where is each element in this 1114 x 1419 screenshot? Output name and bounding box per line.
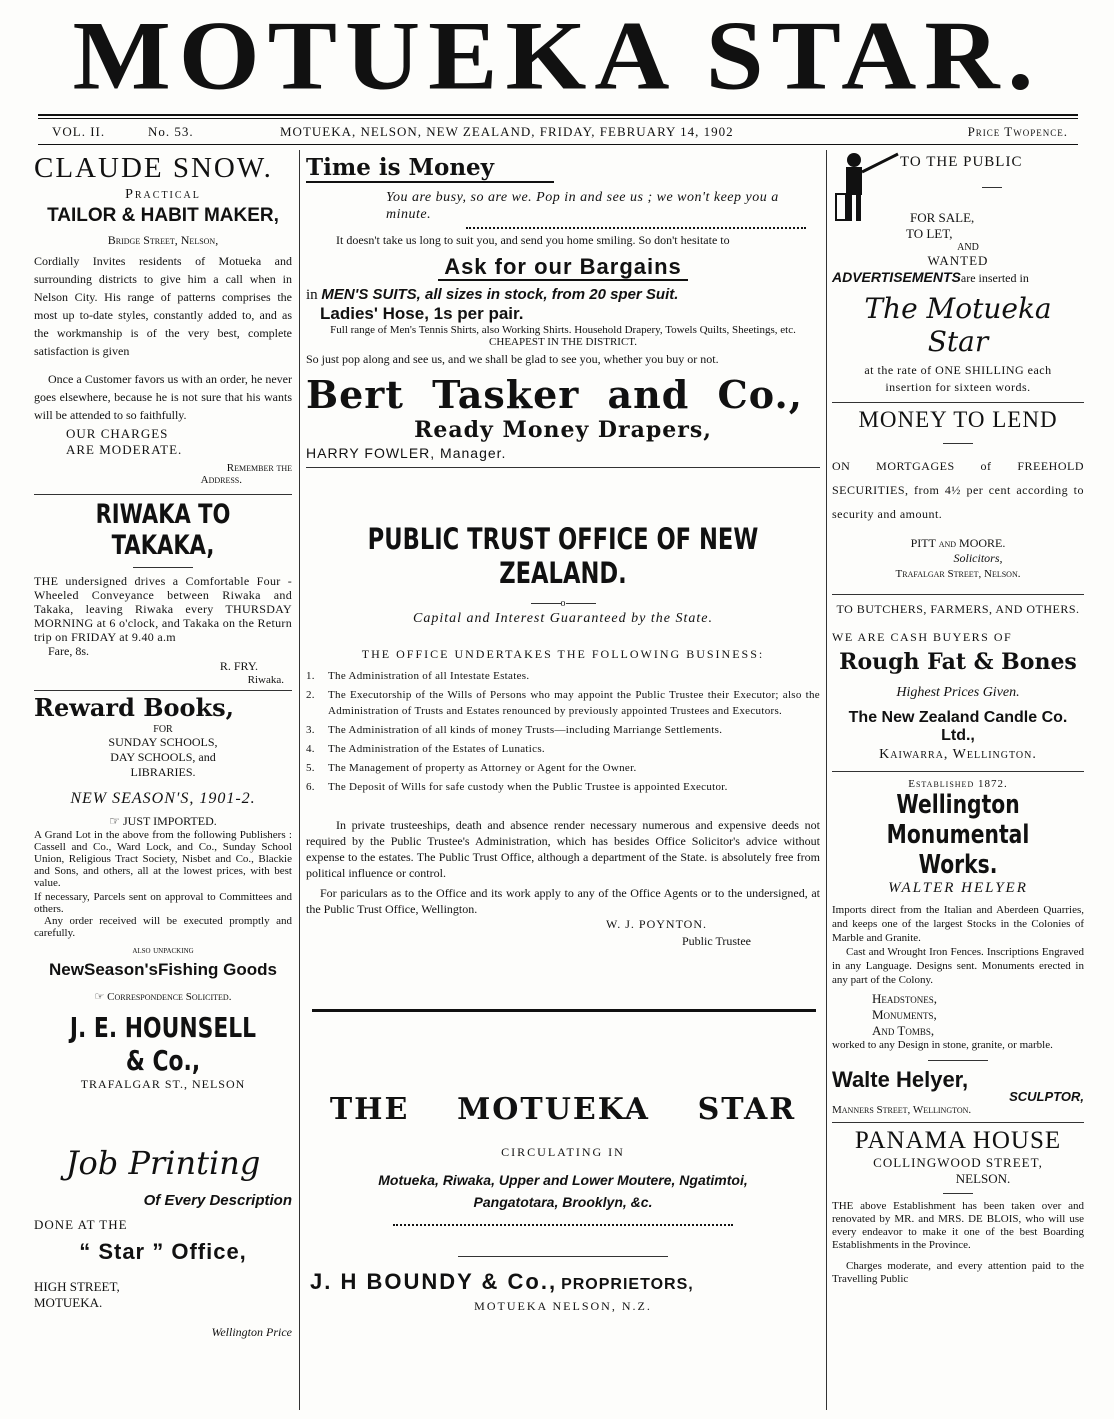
star-places-1: Motueka, Riwaka, Upper and Lower Moutere, Ngatimtoi, <box>378 1172 748 1188</box>
reward-firm-address: TRAFALGAR ST., NELSON <box>80 1077 246 1091</box>
reward-unpacking: also unpacking <box>132 945 194 956</box>
panama-street: COLLINGWOOD STREET, <box>873 1155 1043 1170</box>
job-footer: Wellington Price <box>211 1325 292 1339</box>
star-firm: J. H BOUNDY & Co., <box>310 1269 558 1294</box>
ad-candle-co <box>832 603 1084 763</box>
trust-title: PUBLIC TRUST OFFICE OF NEW ZEALAND. <box>367 522 759 590</box>
ad-motueka-star <box>306 1092 820 1314</box>
star-word-1: THE <box>329 1092 410 1127</box>
trust-item-number: 5. <box>306 762 315 774</box>
trust-item <box>306 722 820 738</box>
public-line-1: FOR SALE, <box>910 210 975 225</box>
time-suits: MEN'S SUITS, all sizes in stock, from 20 sper Suit. <box>321 286 679 303</box>
reward-body-1: A Grand Lot in the above from the following Publishers : Cassell and Co., Ward Lock, and Co., Sunday School Union, Religious Tract Society, Nisbet and Co., Blackie and Sons, and others, all at the lowest prices, with best value. <box>34 829 292 889</box>
reward-body-3: Any order received will be executed promptly and carefully. <box>34 915 292 939</box>
public-line-3: AND <box>957 242 979 253</box>
monument-signature: Walte Helyer, <box>832 1067 969 1092</box>
monument-body-1: Imports direct from the Italian and Aberdeen Quarries, and keeps one of the largest Stocks in the Colonies of Marble and Granite. <box>832 904 1084 944</box>
snow-remember-1: Remember the <box>226 462 292 474</box>
trust-item-text: The Deposit of Wills for safe custody when the Public Trustee is appointed Executor. <box>328 781 728 793</box>
reward-line-2: DAY SCHOOLS, and <box>110 750 216 764</box>
ad-panama-house <box>832 1127 1084 1286</box>
public-line-2: TO LET, <box>906 226 953 241</box>
monument-body-2: Cast and Wrought Iron Fences. Inscriptions Engraved in any Language. Designs sent. Monuments erected in any part of the Colony. <box>832 946 1084 986</box>
riwaka-sig: R. FRY. <box>219 659 258 673</box>
reward-title: Reward Books, <box>34 693 235 722</box>
star-word-2: MOTUEKA <box>457 1092 650 1127</box>
snow-body-2: Once a Customer favors us with an order, he never goes elsewhere, because he is not sure that his wants will be attended to so faithfully. <box>34 372 292 422</box>
ad-reward-books <box>34 693 292 1092</box>
trust-item <box>306 668 820 684</box>
star-circulating: CIRCULATING IN <box>501 1145 625 1159</box>
pointing-hand-icon: ☞ <box>109 814 123 828</box>
monument-h3: And Tombs, <box>872 1023 935 1038</box>
trust-item <box>306 687 820 719</box>
trust-para-1: In private trusteeships, death and absence render necessary numerous and expensive deeds not required by the Public Trustee's Administration, which has besides Office Solicitor's advice without expense to the estates. The Public Trust Office, although a department of the State. is absolutely free from political influence or control. <box>306 818 820 880</box>
reward-line-1: SUNDAY SCHOOLS, <box>108 735 218 749</box>
trust-item-number: 1. <box>306 670 315 682</box>
trust-item-number: 4. <box>306 743 315 755</box>
dateline-rule <box>38 144 1078 145</box>
riwaka-body: THE undersigned drives a Comfortable Four - Wheeled Conveyance between Riwaka and Takaka, leaving Riwaka every THURSDAY MORNING at 6 o'clock, and Takaka on the Return trip on FRIDAY at 9.40 a.m <box>34 574 292 644</box>
time-pop: So just pop along and see us, and we shall be glad to see you, whether you buy or not. <box>306 352 719 366</box>
snow-charges-2: ARE MODERATE. <box>66 442 183 457</box>
ad-monumental-works <box>832 778 1084 1116</box>
snow-body-1: Cordially Invites residents of Motueka and surrounding districts to give him a call when in Nelson City. His range of patterns comprises the most up to-date styles, constantly added to, and as the workmanship is of the very best, complete satisfaction is given <box>34 254 292 358</box>
public-rate: at the rate of ONE SHILLING each insertion for sixteen words. <box>864 363 1052 394</box>
money-title: MONEY TO LEND <box>858 407 1058 432</box>
time-subtitle: Ready Money Drapers, <box>414 417 712 443</box>
ad-claude-snow <box>34 152 292 486</box>
panama-body-2: Charges moderate, and every attention paid to the Travelling Public <box>832 1260 1084 1285</box>
riwaka-title: RIWAKA TO TAKAKA, <box>95 499 231 561</box>
monument-established: Established 1872. <box>908 778 1008 790</box>
ad-job-printing <box>34 1144 292 1340</box>
reward-imported: JUST IMPORTED. <box>123 814 217 828</box>
ad-time-is-money <box>306 150 820 461</box>
time-range: Full range of Men's Tennis Shirts, also Working Shirts. Household Drapery, Towels Quilts, Sheetings, etc. CHEAPEST IN THE DISTRICT. <box>330 324 796 348</box>
ad-public-trust <box>306 522 820 949</box>
money-solicitors: Solicitors, <box>953 551 1003 565</box>
public-line-4: WANTED <box>927 253 989 268</box>
job-town: MOTUEKA. <box>34 1295 103 1310</box>
town-crier-icon <box>832 150 900 226</box>
star-proprietors: PROPRIETORS, <box>561 1276 694 1293</box>
reward-for: FOR <box>153 724 173 735</box>
time-hose: Ladies' Hose, 1s per pair. <box>320 304 524 323</box>
candle-head: TO BUTCHERS, FARMERS, AND OTHERS. <box>836 602 1080 616</box>
trust-item-text: The Executorship of the Wills of Persons who may appoint the Public Trustee their Executor; also the Administration of Trusts and Estates renounced by previously appointed Trustees and Executors. <box>328 689 820 717</box>
trust-item <box>306 779 820 795</box>
candle-address: Kaiwarra, Wellington. <box>879 747 1037 762</box>
time-firm: Bert Tasker and Co., <box>306 372 803 417</box>
masthead-rule-thin <box>38 118 1078 119</box>
trust-item-text: The Administration of all Intestate Estates. <box>328 670 530 682</box>
masthead-rule <box>38 114 1078 116</box>
time-manager: HARRY FOWLER, Manager. <box>306 445 507 461</box>
candle-fat: Rough Fat & Bones <box>839 649 1077 675</box>
time-intro: It doesn't take us long to suit you, and send you home smiling. So don't hesitate to <box>336 233 730 247</box>
ad-money-to-lend <box>832 407 1084 580</box>
monument-title: Wellington Monumental Works. <box>886 790 1030 880</box>
job-street: HIGH STREET, <box>34 1279 120 1294</box>
trust-list <box>306 668 820 795</box>
candle-we: WE ARE CASH BUYERS OF <box>832 630 1013 644</box>
public-inserted: are inserted in <box>960 271 1029 285</box>
trust-sig-title: Public Trustee <box>682 934 752 948</box>
star-address: MOTUEKA NELSON, N.Z. <box>474 1299 652 1313</box>
time-suits-in: in <box>306 287 318 303</box>
reward-correspondence: Correspondence Solicited. <box>107 991 232 1003</box>
reward-season: NEW SEASON'S, 1901-2. <box>70 790 256 807</box>
newspaper-title: MOTUEKA STAR. <box>72 0 1042 111</box>
trust-item-text: The Management of property as Attorney or Agent for the Owner. <box>328 762 637 774</box>
snow-charges-1: OUR CHARGES <box>66 426 169 441</box>
trust-undertakes: THE OFFICE UNDERTAKES THE FOLLOWING BUSINESS: <box>361 647 765 661</box>
ad-to-the-public <box>832 150 1084 396</box>
job-done: DONE AT THE <box>34 1217 128 1232</box>
candle-highest: Highest Prices Given. <box>896 685 1020 700</box>
trust-rule <box>312 1009 816 1012</box>
job-office: “ Star ” Office, <box>79 1239 247 1264</box>
trust-ornament: o <box>560 598 566 609</box>
panama-title: PANAMA HOUSE <box>854 1127 1062 1154</box>
trust-item <box>306 741 820 757</box>
trust-para-2: For pariculars as to the Office and its work apply to any of the Office Agents or to the undersigned, at the Public Trust Office, Wellington. <box>306 886 820 916</box>
trust-sig: W. J. POYNTON. <box>606 917 708 931</box>
time-ask: Ask for our Bargains <box>438 254 688 281</box>
reward-firm: J. E. HOUNSELL & Co., <box>69 1011 257 1077</box>
masthead <box>0 0 1114 112</box>
trust-item-text: The Administration of all kinds of money Trusts—including Marriange Settlements. <box>328 724 723 736</box>
public-ads: ADVERTISEMENTS <box>832 269 961 285</box>
riwaka-fare: Fare, 8s. <box>48 644 89 658</box>
trust-capital: Capital and Interest Guaranteed by the State. <box>413 611 713 626</box>
snow-practical: Practical <box>125 187 201 202</box>
column-divider-1 <box>299 150 300 1410</box>
trust-item <box>306 760 820 776</box>
monument-h1: Headstones, <box>872 991 937 1006</box>
money-address: Trafalgar Street, Nelson. <box>895 568 1021 580</box>
pointing-hand-icon-2: ☞ <box>94 991 108 1003</box>
panama-body-1: THE above Establishment has been taken over and renovated by MR. and MRS. DE BLOIS, who will use every endeavor to make it one of the best Boarding Establishments in the Province. <box>832 1200 1084 1251</box>
trust-item-number: 2. <box>306 689 315 701</box>
snow-name: CLAUDE SNOW. <box>34 152 273 184</box>
snow-address: Bridge Street, Nelson, <box>107 233 219 247</box>
trust-item-number: 3. <box>306 724 315 736</box>
snow-remember-2: Address. <box>200 474 242 486</box>
time-title: Time is Money <box>306 154 554 183</box>
star-word-3: STAR <box>697 1092 797 1127</box>
monument-sculptor: SCULPTOR, <box>1009 1089 1084 1104</box>
issue-number: No. 53. <box>148 124 194 139</box>
reward-line-3: LIBRARIES. <box>130 765 196 779</box>
monument-h2: Monuments, <box>872 1007 937 1022</box>
star-places-2: Pangatotara, Brooklyn, &c. <box>473 1194 653 1210</box>
monument-worked: worked to any Design in stone, granite, or marble. <box>832 1039 1053 1051</box>
public-title: TO THE PUBLIC <box>900 154 1023 170</box>
panama-town: NELSON. <box>955 1171 1011 1186</box>
volume: VOL. II. <box>52 124 106 139</box>
column-right <box>832 150 1084 1286</box>
column-center <box>306 150 820 1314</box>
job-desc: Of Every Description <box>143 1192 292 1209</box>
trust-item-text: The Administration of the Estates of Lunatics. <box>328 743 545 755</box>
candle-firm: The New Zealand Candle Co. Ltd., <box>848 709 1068 744</box>
price: Price Twopence. <box>967 124 1068 139</box>
trust-item-number: 6. <box>306 781 315 793</box>
ad-riwaka-takaka <box>34 499 292 686</box>
riwaka-sig-2: Riwaka. <box>247 674 284 686</box>
money-body: ON MORTGAGES of FREEHOLD SECURITIES, from 4½ per cent according to security and amount. <box>832 459 1084 521</box>
time-tagline: You are busy, so are we. Pop in and see us ; we won't keep you a minute. <box>386 190 779 222</box>
money-firm: PITT and MOORE. <box>910 536 1006 550</box>
job-title: Job Printing <box>65 1144 261 1182</box>
reward-fishing: NewSeason'sFishing Goods <box>49 960 277 979</box>
place-date: MOTUEKA, NELSON, NEW ZEALAND, FRIDAY, FEBRUARY 14, 1902 <box>280 124 734 139</box>
snow-trade: TAILOR & HABIT MAKER, <box>47 205 279 226</box>
column-divider-2 <box>826 150 827 1410</box>
column-left <box>34 150 292 1340</box>
monument-address: Manners Street, Wellington. <box>832 1104 972 1116</box>
monument-name: WALTER HELYER <box>888 880 1028 896</box>
reward-body-2: If necessary, Parcels sent on approval to Committees and others. <box>34 891 292 915</box>
public-paper: The Motueka Star <box>864 292 1052 358</box>
